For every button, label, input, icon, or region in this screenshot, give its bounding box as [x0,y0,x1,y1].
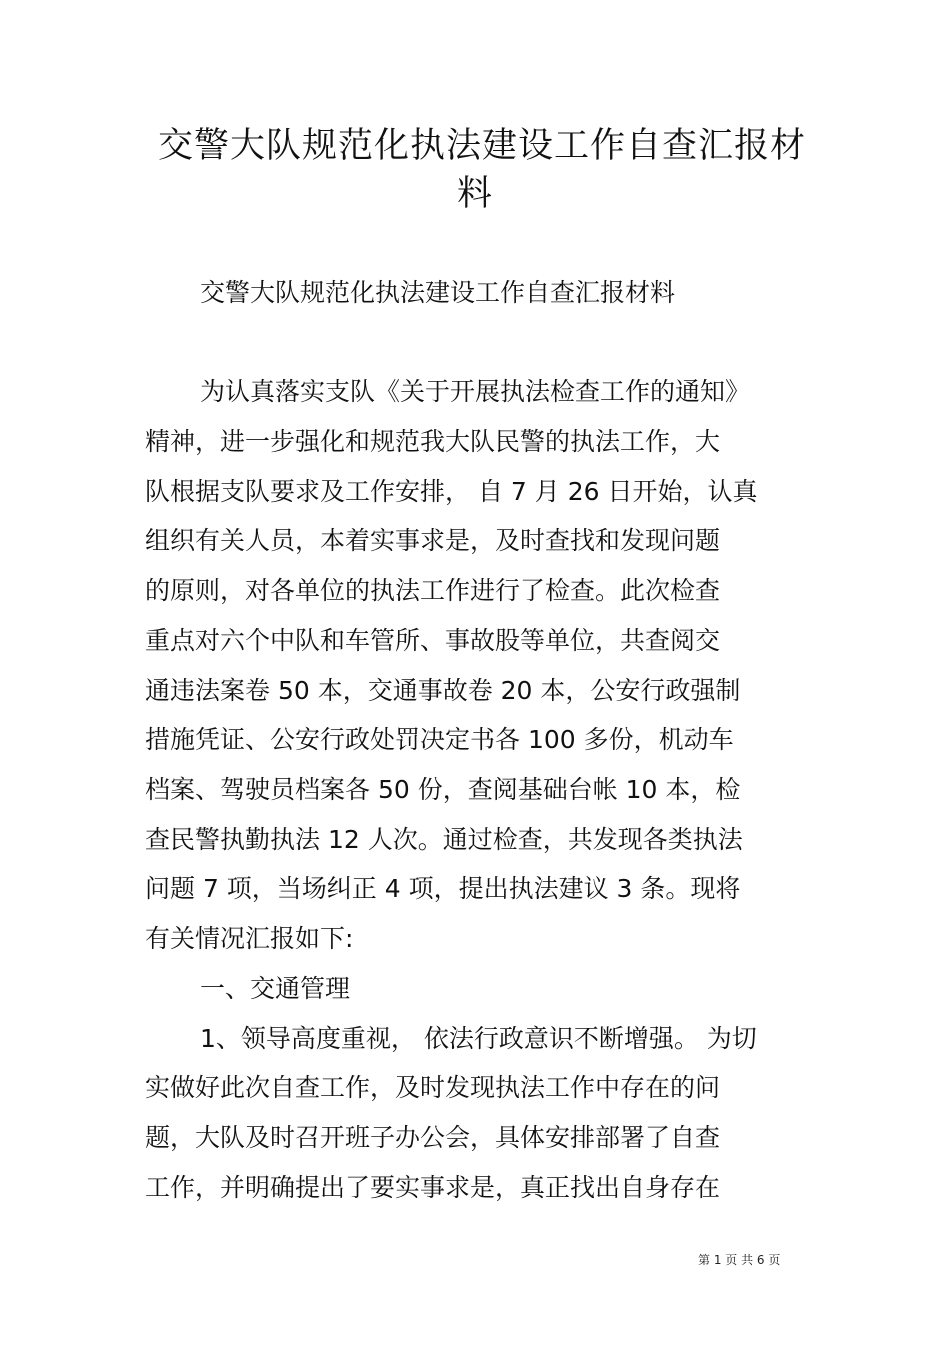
paragraph-line: 问题 7 项，当场纠正 4 项，提出执法建议 3 条。现将 [145,874,741,903]
paragraph-line: 题，大队及时召开班子办公会，具体安排部署了自查 [145,1123,721,1152]
paragraph-line: 队根据支队要求及工作安排， 自 7 月 26 日开始，认真 [145,477,758,506]
paragraph-line: 精神，进一步强化和规范我大队民警的执法工作，大 [145,427,721,456]
paragraph-line: 1、领导高度重视， 依法行政意识不断增强。 为切 [200,1024,757,1053]
section-heading: 一、交通管理 [200,974,351,1003]
paragraph-line: 通违法案卷 50 本，交通事故卷 20 本，公安行政强制 [145,676,741,705]
paragraph-line: 查民警执勤执法 12 人次。通过检查，共发现各类执法 [145,825,743,854]
paragraph-line: 组织有关人员，本着实事求是，及时查找和发现问题 [145,526,721,555]
paragraph-line: 工作，并明确提出了要实事求是，真正找出自身存在 [145,1173,721,1202]
page-number: 第 1 页 共 6 页 [698,1253,781,1267]
paragraph-line: 有关情况汇报如下: [145,924,354,953]
document-title-line-2: 料 [457,174,494,214]
paragraph-line: 措施凭证、公安行政处罚决定书各 100 多份，机动车 [145,725,734,754]
paragraph-line: 档案、驾驶员档案各 50 份，查阅基础台帐 10 本，检 [145,775,741,804]
paragraph-line: 重点对六个中队和车管所、事故股等单位，共查阅交 [145,626,721,655]
document-subtitle: 交警大队规范化执法建设工作自查汇报材料 [200,278,676,307]
paragraph-line: 实做好此次自查工作，及时发现执法工作中存在的问 [145,1073,721,1102]
paragraph-line: 的原则，对各单位的执法工作进行了检查。此次检查 [145,576,721,605]
paragraph-line: 为认真落实支队《关于开展执法检查工作的通知》 [200,377,751,406]
document-title-line-1: 交警大队规范化执法建设工作自查汇报材 [158,126,807,166]
